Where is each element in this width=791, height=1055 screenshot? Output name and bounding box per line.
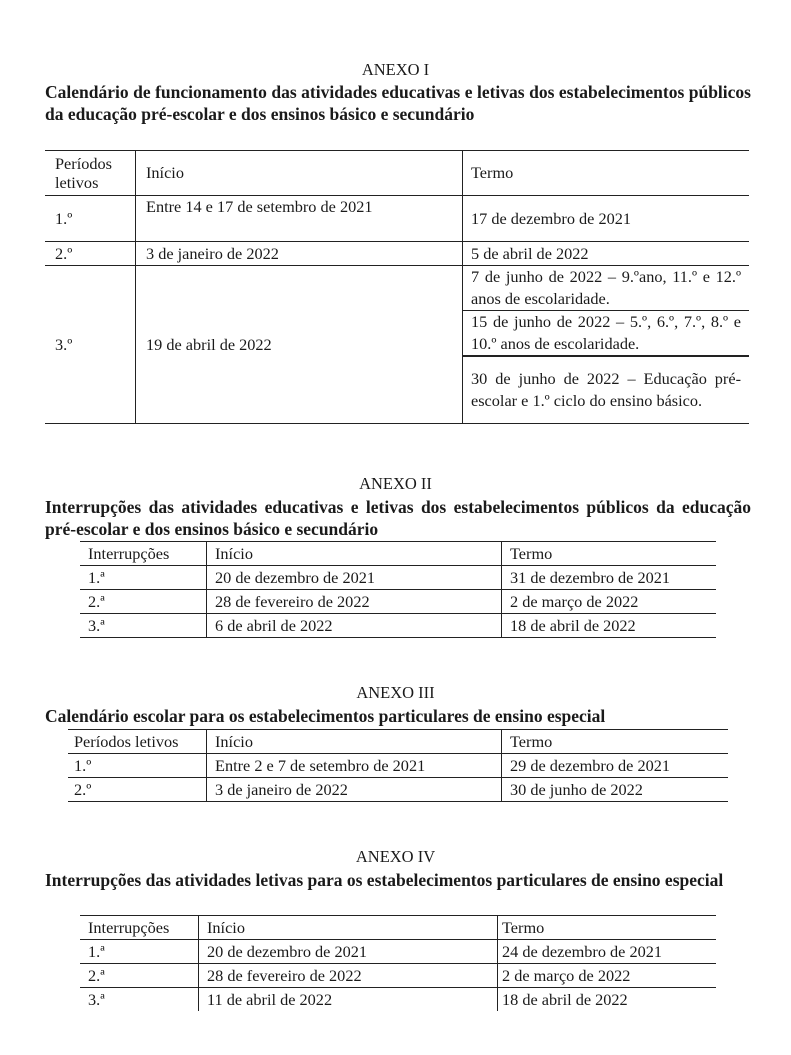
end-cell: 31 de dezembro de 2021 — [502, 566, 717, 590]
table-row — [68, 778, 728, 802]
start-cell: 3 de janeiro de 2022 — [136, 242, 463, 266]
annex-2-label: ANEXO II — [359, 474, 432, 493]
header-periods: Períodos letivos — [45, 151, 136, 196]
period-cell: 1.º — [45, 196, 136, 242]
end-cell: 7 de junho de 2022 – 9.ºano, 11.º e 12.º anos de escolaridade. — [463, 266, 750, 311]
table-row — [80, 566, 716, 590]
annex-2-table — [80, 541, 716, 638]
table-header-row — [80, 916, 716, 940]
header-interruptions: Interrupções — [80, 542, 207, 566]
table-header-row — [80, 542, 716, 566]
start-cell: 20 de dezembro de 2021 — [199, 940, 498, 964]
start-cell: 28 de fevereiro de 2022 — [199, 964, 498, 988]
interruption-cell: 1.ª — [80, 940, 199, 964]
period-cell: 2.º — [45, 242, 136, 266]
table-header-row — [68, 730, 728, 754]
annex-3-title: Calendário escolar para os estabelecimentos particulares de ensino especial — [45, 706, 606, 726]
annex-1-label: ANEXO I — [361, 60, 430, 79]
table-row — [80, 590, 716, 614]
end-cell: 2 de março de 2022 — [498, 964, 717, 988]
annex-2-title: Interrupções das atividades educativas e letivas dos estabelecimentos públicos da educação pré-escolar e dos ensinos básico e secundário — [45, 497, 751, 539]
annex-4-label: ANEXO IV — [355, 847, 436, 866]
period-cell: 2.º — [68, 778, 207, 802]
header-periods: Períodos letivos — [68, 730, 207, 754]
header-start: Início — [207, 542, 502, 566]
header-start: Início — [207, 730, 502, 754]
interruption-cell: 1.ª — [80, 566, 207, 590]
end-cell: 24 de dezembro de 2021 — [498, 940, 717, 964]
annex-3-label: ANEXO III — [356, 683, 435, 702]
start-cell: 20 de dezembro de 2021 — [207, 566, 502, 590]
annex-1-title: Calendário de funcionamento das atividades educativas e letivas dos estabelecimentos públicos da educação pré-escolar e dos ensinos básico e secundário — [45, 82, 751, 124]
table-row — [45, 242, 749, 266]
header-end: Termo — [498, 916, 717, 940]
end-cell: 17 de dezembro de 2021 — [463, 196, 750, 242]
interruption-cell: 2.ª — [80, 964, 199, 988]
start-cell: 11 de abril de 2022 — [199, 988, 498, 1012]
start-cell: 28 de fevereiro de 2022 — [207, 590, 502, 614]
annex-4-table — [80, 915, 716, 1011]
end-cell: 5 de abril de 2022 — [463, 242, 750, 266]
table-row — [80, 614, 716, 638]
end-cell: 30 de junho de 2022 – Educação pré-escolar e 1.º ciclo do ensino básico. — [463, 356, 750, 424]
table-row — [80, 940, 716, 964]
header-start: Início — [199, 916, 498, 940]
header-interruptions: Interrupções — [80, 916, 199, 940]
end-cell: 18 de abril de 2022 — [502, 989, 628, 1009]
end-cell: 18 de abril de 2022 — [502, 614, 717, 638]
header-end: Termo — [502, 542, 717, 566]
table-row — [45, 266, 749, 311]
start-cell: 3 de janeiro de 2022 — [207, 778, 502, 802]
table-row — [80, 988, 716, 1012]
end-cell: 29 de dezembro de 2021 — [502, 754, 729, 778]
end-cell: 30 de junho de 2022 — [502, 778, 729, 802]
start-cell: 6 de abril de 2022 — [207, 614, 502, 638]
period-cell: 1.º — [68, 754, 207, 778]
end-cell: 2 de março de 2022 — [502, 590, 717, 614]
header-end: Termo — [463, 151, 750, 196]
header-end: Termo — [502, 730, 729, 754]
start-cell: Entre 14 e 17 de setembro de 2021 — [136, 196, 463, 242]
interruption-cell: 3.ª — [80, 988, 199, 1012]
table-row — [80, 964, 716, 988]
start-cell: Entre 2 e 7 de setembro de 2021 — [207, 754, 502, 778]
interruption-cell: 2.ª — [80, 590, 207, 614]
annex-4-title: Interrupções das atividades letivas para os estabelecimentos particulares de ensino especial — [45, 870, 724, 890]
interruption-cell: 3.ª — [80, 614, 207, 638]
end-cell: 15 de junho de 2022 – 5.º, 6.º, 7.º, 8.º e 10.º anos de escolaridade. — [463, 311, 750, 357]
start-cell: 19 de abril de 2022 — [136, 266, 463, 424]
annex-1-table — [45, 150, 749, 424]
header-start: Início — [136, 151, 463, 196]
period-cell: 3.º — [45, 266, 136, 424]
annex-3-table — [68, 729, 728, 802]
table-row — [68, 754, 728, 778]
table-row — [45, 196, 749, 242]
table-header-row — [45, 151, 749, 196]
